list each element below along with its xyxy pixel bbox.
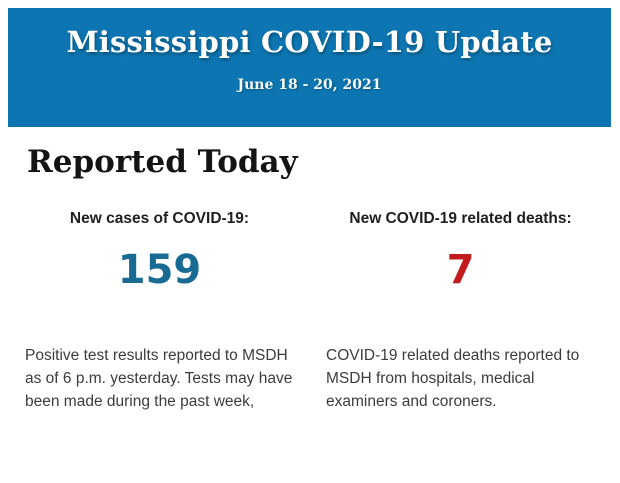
header-banner bbox=[8, 8, 611, 127]
stat-value: 7 bbox=[446, 247, 475, 293]
stat-label: New cases of COVID-19: bbox=[69, 210, 250, 227]
stat-description: COVID-19 related deaths reported to MSDH from hospitals, medical examiners and coroners. bbox=[326, 347, 580, 410]
date-range: June 18 - 20, 2021 bbox=[237, 77, 382, 93]
section-heading: Reported Today bbox=[27, 144, 298, 180]
main-content bbox=[0, 127, 620, 413]
stat-new-cases bbox=[25, 210, 294, 413]
stat-label: New COVID-19 related deaths: bbox=[349, 210, 572, 227]
stat-new-deaths bbox=[326, 210, 595, 413]
stats-grid bbox=[25, 210, 595, 413]
page-title: Mississippi COVID-19 Update bbox=[66, 25, 553, 59]
stat-description: Positive test results reported to MSDH as of 6 p.m. yesterday. Tests may have been made during the past week, bbox=[25, 347, 293, 410]
stat-value: 159 bbox=[117, 247, 202, 293]
